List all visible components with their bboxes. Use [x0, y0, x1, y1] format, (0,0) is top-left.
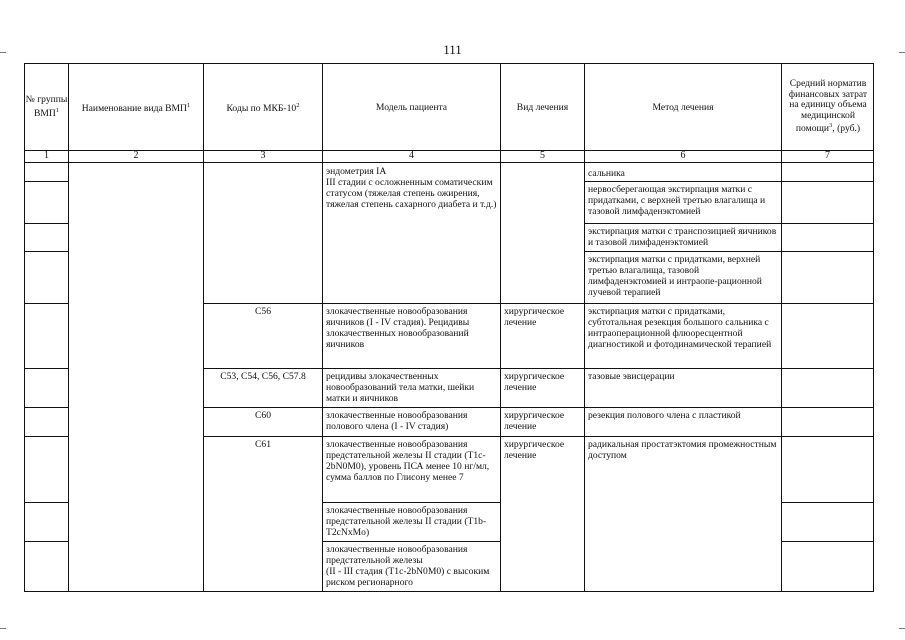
header-group-number: № группы ВМП$^1$	[25, 94, 68, 120]
header-treatment-method: Метод лечения	[652, 101, 714, 113]
col-divider	[781, 63, 782, 591]
row-divider	[322, 541, 500, 542]
row-divider	[24, 368, 68, 369]
row-divider	[24, 303, 68, 304]
table-border-bottom	[24, 591, 874, 592]
patient-model: злокачественные новообразования полового члена (I - IV стадия)	[326, 410, 468, 432]
row-divider	[584, 251, 874, 252]
treatment-type: хирургическое лечение	[504, 306, 565, 328]
row-divider	[24, 436, 68, 437]
column-number: 1	[44, 151, 49, 161]
row-divider	[24, 251, 68, 252]
scan-mark	[0, 628, 6, 629]
treatment-method: экстирпация матки с транспозицией яичников и тазовой лимфаденэктомией	[588, 226, 777, 248]
row-divider	[203, 368, 874, 369]
patient-model: злокачественные новообразования предстательной железы (II - III стадия (T1c-2bN0M0) с высоким риском регионарного	[326, 544, 490, 588]
scan-mark	[899, 628, 905, 629]
table-border-right	[873, 63, 874, 591]
row-divider	[24, 223, 68, 224]
patient-model: злокачественные новообразования предстательной железы II стадии (T1c-2bN0M0), уровень ПСА менее 10 нг/мл, сумма баллов по Глисону менее 7	[326, 439, 490, 483]
icd-code: C56	[255, 306, 271, 317]
treatment-method: экстирпация матки с придатками, верхней третью влагалища, тазовой лимфаденэктомией и интраопе-рационной лучевой терапией	[588, 254, 762, 298]
header-patient-model: Модель пациента	[375, 101, 448, 113]
treatment-method: сальника	[588, 168, 625, 179]
treatment-type: хирургическое лечение	[504, 371, 565, 393]
row-divider	[24, 181, 68, 182]
row-divider	[203, 303, 874, 304]
treatment-method: радикальная простатэктомия промежностным доступом	[588, 439, 777, 461]
column-number: 6	[680, 151, 686, 161]
icd-code: C61	[255, 439, 271, 450]
header-vmp-name: Наименование вида ВМП$^1$	[81, 101, 191, 115]
row-divider	[322, 502, 500, 503]
row-divider	[781, 502, 874, 503]
header-icd-codes: Коды по МКБ-$10^2$	[226, 101, 300, 115]
page-number: 111	[443, 42, 462, 57]
treatment-method: тазовые эвисцерации	[588, 371, 675, 382]
patient-model: злокачественные новообразования яичников (I - IV стадия). Рецидивы злокачественных новообразований яичников	[326, 306, 470, 350]
row-divider	[203, 436, 874, 437]
row-divider	[24, 541, 68, 542]
icd-code: C60	[255, 410, 271, 421]
scan-mark	[0, 52, 6, 53]
patient-model-endometrium: эндометрия IA III стадии с осложненным соматическим статусом (тяжелая степень ожирения, тяжелая степень сахарного диабета и т.д.)	[326, 166, 497, 210]
header-cost-standard: Средний норматив финансовых затрат на единицу объема медицинской помощи$^3$, (руб.)	[788, 78, 868, 135]
treatment-method: резекция полового члена с пластикой	[588, 410, 741, 421]
treatment-type: хирургическое лечение	[504, 410, 565, 432]
row-divider	[203, 407, 874, 408]
row-divider	[584, 223, 874, 224]
patient-model: злокачественные новообразования предстательной железы II стадии (T1b-T2cNxMo)	[326, 505, 487, 538]
scan-mark	[899, 52, 905, 53]
column-number: 3	[260, 151, 266, 161]
header-treatment-type: Вид лечения	[516, 101, 569, 113]
treatment-type: хирургическое лечение	[504, 439, 565, 461]
treatment-method: нервосберегающая экстирпация матки с придатками, с верхней третью влагалища и тазовой лимфаденэктомией	[588, 184, 766, 217]
treatment-method: экстирпация матки с придатками, субтотальная резекция большого сальника с интраоперационной флюоресцентной диагностикой и фотодинамической терапией	[588, 306, 772, 350]
row-divider	[781, 541, 874, 542]
patient-model: рецидивы злокачественных новообразований тела матки, шейки матки и яичников	[326, 371, 475, 404]
column-number: 5	[540, 151, 545, 161]
column-number: 7	[825, 151, 830, 161]
icd-code: C53, C54, C56, C57.8	[220, 371, 306, 382]
row-divider	[584, 181, 874, 182]
column-number: 2	[133, 151, 139, 161]
column-number: 4	[409, 151, 414, 161]
row-divider	[24, 407, 68, 408]
row-divider	[24, 502, 68, 503]
numbering-divider	[24, 162, 874, 163]
